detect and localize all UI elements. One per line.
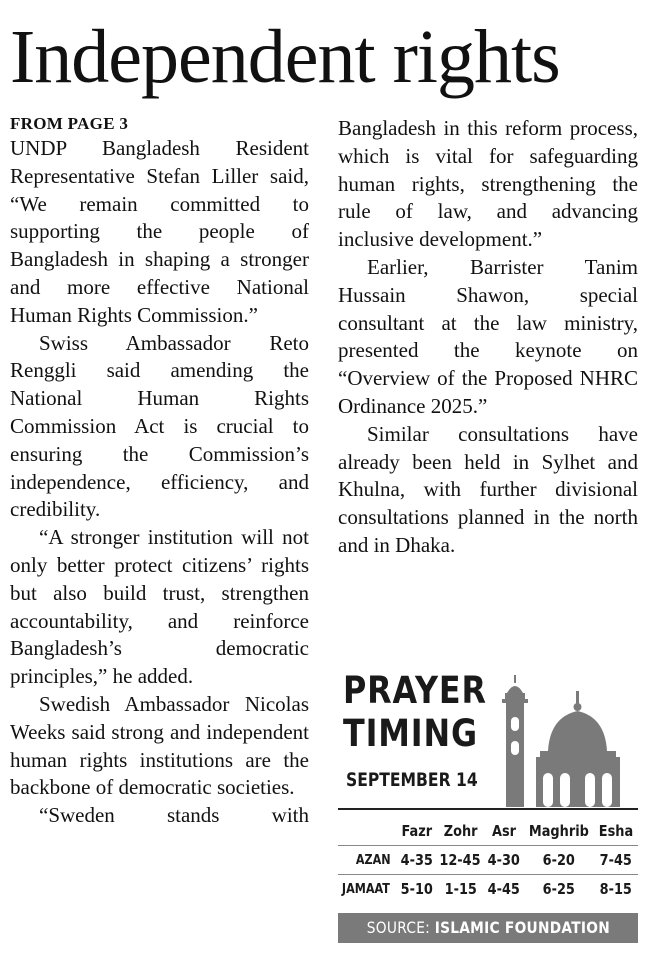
prayer-title	[343, 669, 487, 755]
prayer-table	[338, 817, 638, 903]
time-cell: 6-20	[524, 846, 594, 875]
column-header: Zohr	[443, 822, 478, 840]
time-cell: 4-30	[484, 846, 523, 875]
time-cell: 8-15	[593, 875, 638, 904]
time-cell: 4-35	[398, 846, 437, 875]
prayer-timing-box	[338, 665, 638, 945]
prayer-date: SEPTEMBER 14	[346, 769, 478, 791]
paragraph: UNDP Bangladesh Resident Representative Stefan Liller said, “We remain committed to supporting the people of Bangladesh in shaping a stronger and more effective National Human Rights Commission.”	[10, 136, 309, 327]
article-column-right	[338, 115, 638, 560]
column-header: Asr	[491, 822, 516, 840]
column-header: Maghrib	[528, 822, 589, 840]
column-header: Esha	[598, 822, 633, 840]
prayer-title-line2: TIMING	[343, 712, 478, 755]
source-label: SOURCE:	[366, 918, 430, 937]
time-cell: 7-45	[593, 846, 638, 875]
paragraph: “Sweden stands with	[39, 803, 309, 828]
table-row	[338, 846, 638, 875]
table-row	[338, 875, 638, 904]
paragraph: Earlier, Barrister Tanim Hussain Shawon, special consultant at the law ministry, presented the keynote on “Overview of the Proposed NHRC Ordinance 2025.”	[338, 254, 638, 418]
column-header: Fazr	[401, 822, 433, 840]
source-name: ISLAMIC FOUNDATION	[434, 918, 610, 937]
time-cell: 12-45	[436, 846, 484, 875]
paragraph: Swiss Ambassador Reto Renggli said amending the National Human Rights Commission Act is crucial to ensuring the Commission’s independence, efficiency, and credibility.	[10, 330, 309, 522]
time-cell: 5-10	[398, 875, 437, 904]
paragraph: Swedish Ambassador Nicolas Weeks said strong and independent human rights institutions are the backbone of democratic societies.	[10, 691, 309, 800]
row-label: AZAN	[338, 846, 398, 875]
time-cell: 4-45	[484, 875, 523, 904]
kicker: FROM PAGE 3	[10, 114, 129, 133]
row-label: JAMAAT	[338, 875, 398, 904]
paragraph: Bangladesh in this reform process, which is vital for safeguarding human rights, strengthening the rule of law, and advancing inclusive development.”	[338, 116, 638, 252]
time-cell: 1-15	[436, 875, 484, 904]
paragraph: Similar consultations have already been held in Sylhet and Khulna, with further divisional consultations planned in the north and in Dhaka.	[338, 421, 638, 557]
prayer-title-line1: PRAYER	[343, 669, 487, 712]
time-cell: 6-25	[524, 875, 594, 904]
prayer-divider	[338, 808, 638, 810]
paragraph: “A stronger institution will not only better protect citizens’ rights but also build trust, strengthen accountability, and reinforce Bangladesh’s democratic principles,” he added.	[10, 525, 309, 689]
prayer-table-header	[338, 817, 638, 846]
mosque-icon	[498, 669, 638, 809]
source-bar	[338, 913, 638, 943]
headline: Independent rights	[10, 15, 560, 99]
article-column-left	[10, 112, 309, 830]
